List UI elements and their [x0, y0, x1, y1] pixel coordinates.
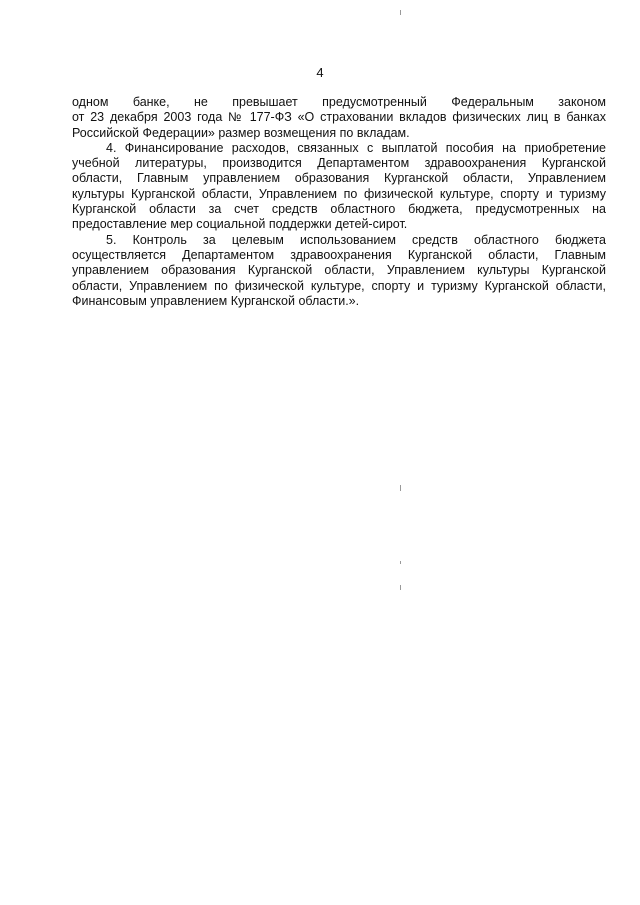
paragraph-1-continuation — [72, 95, 606, 141]
text-line: Курганской области за счет средств областного бюджета, предусмотренных на — [72, 202, 606, 217]
text-line: Российской Федерации» размер возмещения по вкладам. — [72, 125, 410, 140]
text-line: культуры Курганской области, Управлением по физической культуре, спорту и туризму — [72, 186, 606, 201]
text-line: области, Главным управлением образования Курганской области, Управлением — [72, 171, 606, 186]
text-line: предоставление мер социальной поддержки детей-сирот. — [72, 217, 408, 232]
text-line: учебной литературы, производится Департаментом здравоохранения Курганской — [72, 156, 606, 171]
text-line: одном банке, не превышает предусмотренный Федеральным законом — [72, 95, 606, 109]
scan-speck — [400, 585, 401, 590]
text-line: области, Управлением по физической культуре, спорту и туризму Курганской области, — [72, 278, 606, 293]
scan-speck — [400, 485, 401, 491]
text-line: от 23 декабря 2003 года № 177-ФЗ «О страховании вкладов физических лиц в банках — [72, 110, 606, 125]
text-line: Финансовым управлением Курганской области.». — [72, 293, 360, 308]
scan-speck — [400, 10, 401, 15]
scan-speck — [400, 561, 401, 564]
paragraph-item-4 — [72, 141, 606, 233]
document-body — [72, 95, 606, 309]
text-line: 4. Финансирование расходов, связанных с выплатой пособия на приобретение — [106, 140, 606, 155]
text-line: 5. Контроль за целевым использованием средств областного бюджета — [106, 232, 606, 247]
text-line: осуществляется Департаментом здравоохранения Курганской области, Главным — [72, 247, 606, 262]
paragraph-item-5 — [72, 233, 606, 309]
text-line: управлением образования Курганской области, Управлением культуры Курганской — [72, 263, 606, 278]
page-number: 4 — [316, 65, 324, 80]
